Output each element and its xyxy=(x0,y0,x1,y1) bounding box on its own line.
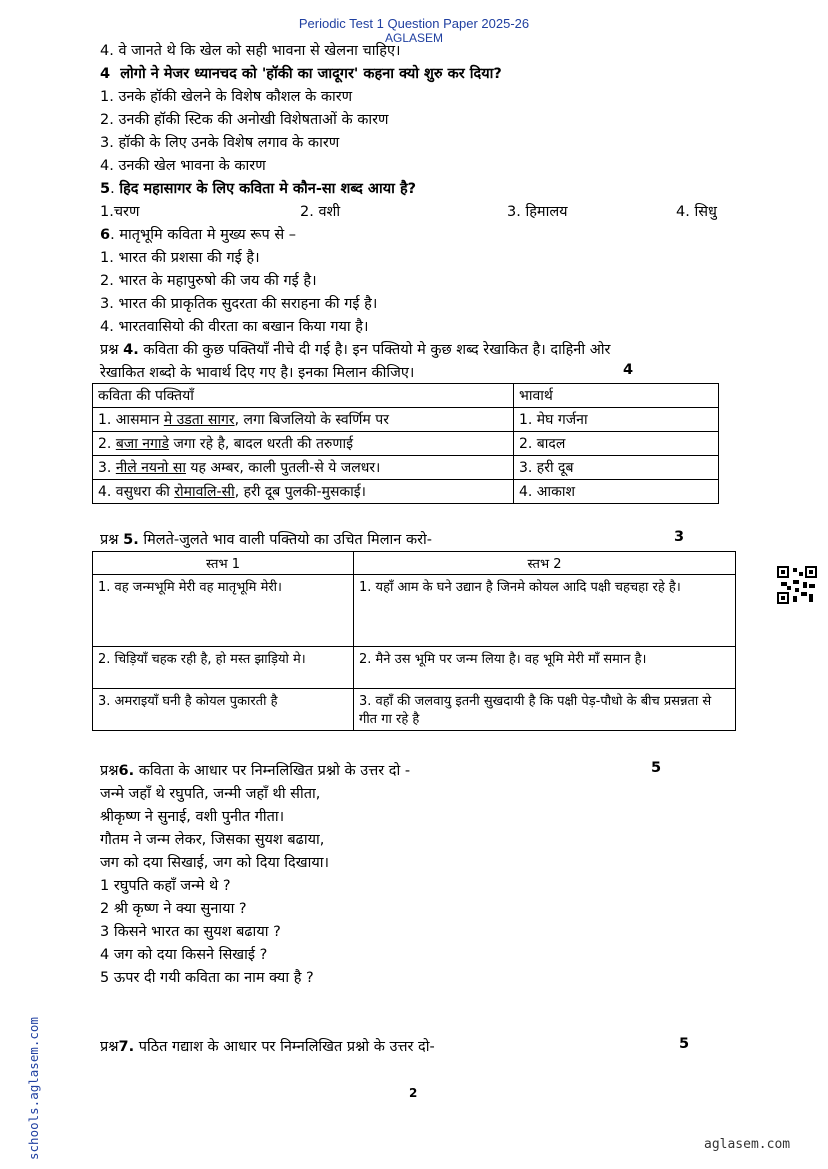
q4-option-3: 3. हॉकी के लिए उनके विशेष लगाव के कारण xyxy=(100,135,340,151)
meaning-cell: 1. मेघ गर्जना xyxy=(514,408,719,432)
sub-question-3: 3 किसने भारत का सुयश बढाया ? xyxy=(100,924,281,940)
poem-line-3: गौतम ने जन्म लेकर, जिसका सुयश बढाया, xyxy=(100,832,325,848)
poem-line-2: श्रीकृष्ण ने सुनाई, वशी पुनीत गीता। xyxy=(100,809,285,825)
q4-question: 4 लोगो ने मेजर ध्यानचद को 'हॉकी का जादूगर' कहना क्यो शुरु कर दिया? xyxy=(100,66,502,82)
section7-marks: 5 xyxy=(679,1036,690,1052)
header-title: Periodic Test 1 Question Paper 2025-26 xyxy=(298,16,530,31)
table-row xyxy=(93,432,719,456)
section4-heading: प्रश्न 4. कविता की कुछ पक्तियाँ नीचे दी गई है। इन पक्तियो मे कुछ शब्द रेखाकित है। दाहिनी ओर xyxy=(100,342,611,358)
section4-heading-line2: रेखाकित शब्दो के भावार्थ दिए गए है। इनका मिलान कीजिए। xyxy=(100,365,415,381)
section4-col-header-2: भावार्थ xyxy=(514,384,719,408)
section4-col-header-1: कविता की पक्तियाँ xyxy=(93,384,514,408)
poem-line-1: जन्मे जहाँ थे रघुपति, जन्मी जहाँ थी सीता, xyxy=(100,786,321,802)
sub-question-2: 2 श्री कृष्ण ने क्या सुनाया ? xyxy=(100,901,247,917)
header-brand: AGLASEM xyxy=(384,31,444,45)
column2-cell: 2. मैने उस भूमि पर जन्म लिया है। वह भूमि मेरी माँ समान है। xyxy=(354,647,736,689)
table-row xyxy=(93,647,736,689)
q5-option-3: 3. हिमालय xyxy=(507,204,568,220)
poem-line-cell: 2. बजा नगाडे जगा रहे है, बादल धरती की तरुणाई xyxy=(93,432,514,456)
sub-question-1: 1 रघुपति कहाँ जन्मे थे ? xyxy=(100,878,231,894)
q5-question: 5. हिद महासागर के लिए कविता मे कौन-सा शब्द आया है? xyxy=(100,181,417,197)
section7-heading: प्रश्न7. पठित गद्याश के आधार पर निम्नलिखित प्रश्नो के उत्तर दो- xyxy=(100,1039,435,1055)
meaning-cell: 2. बादल xyxy=(514,432,719,456)
column2-cell: 1. यहाँ आम के घने उद्यान है जिनमे कोयल आदि पक्षी चहचहा रहे है। xyxy=(354,575,736,647)
q4-option-2: 2. उनकी हॉकी स्टिक की अनोखी विशेषताओं के कारण xyxy=(100,112,389,128)
section6-heading: प्रश्न6. कविता के आधार पर निम्नलिखित प्रश्नो के उत्तर दो - xyxy=(100,763,411,779)
q5-option-2: 2. वशी xyxy=(300,204,341,220)
q6-option-1: 1. भारत की प्रशसा की गई है। xyxy=(100,250,260,266)
poem-line-4: जग को दया सिखाई, जग को दिया दिखाया। xyxy=(100,855,330,871)
poem-line-cell: 3. नीले नयनो सा यह अम्बर, काली पुतली-से ये जलधर। xyxy=(93,456,514,480)
table-row xyxy=(93,689,736,731)
column1-cell: 1. वह जन्मभूमि मेरी वह मातृभूमि मेरी। xyxy=(93,575,354,647)
meaning-cell: 4. आकाश xyxy=(514,480,719,504)
section4-marks: 4 xyxy=(623,362,634,378)
q6-option-2: 2. भारत के महापुरुषो की जय की गई है। xyxy=(100,273,317,289)
table-row xyxy=(93,408,719,432)
page-number: 2 xyxy=(409,1086,418,1100)
table-row xyxy=(93,575,736,647)
sub-question-5: 5 ऊपर दी गयी कविता का नाम क्या है ? xyxy=(100,970,314,986)
q4-option-4: 4. उनकी खेल भावना के कारण xyxy=(100,158,266,174)
section5-match-table xyxy=(92,551,736,731)
q5-option-4: 4. सिधु xyxy=(676,204,717,220)
q6-question: 6. मातृभूमि कविता मे मुख्य रूप से – xyxy=(100,227,297,243)
section5-col-header-1: स्तभ 1 xyxy=(93,552,354,575)
q6-option-3: 3. भारत की प्राकृतिक सुदरता की सराहना की गई है। xyxy=(100,296,378,312)
section5-marks: 3 xyxy=(674,529,685,545)
q4-option-1: 1. उनके हॉकी खेलने के विशेष कौशल के कारण xyxy=(100,89,353,105)
column2-cell: 3. वहाँ की जलवायु इतनी सुखदायी है कि पक्षी पेड़-पौधो के बीच प्रसन्नता से गीत गा रहे है xyxy=(354,689,736,731)
section5-heading: प्रश्न 5. मिलते-जुलते भाव वाली पक्तियो का उचित मिलान करो- xyxy=(100,532,433,548)
column1-cell: 2. चिड़ियाँ चहक रही है, हो मस्त झाड़ियो मे। xyxy=(93,647,354,689)
table-row xyxy=(93,480,719,504)
qr-code-icon xyxy=(777,566,817,604)
section4-match-table xyxy=(92,383,719,504)
sub-question-4: 4 जग को दया किसने सिखाई ? xyxy=(100,947,268,963)
meaning-cell: 3. हरी दूब xyxy=(514,456,719,480)
q3-last-option: 4. वे जानते थे कि खेल को सही भावना से खेलना चाहिए। xyxy=(100,43,401,59)
poem-line-cell: 1. आसमान मे उडता सागर, लगा बिजलियो के स्वर्णिम पर xyxy=(93,408,514,432)
footer-url: aglasem.com xyxy=(704,1137,791,1152)
side-watermark: schools.aglasem.com xyxy=(26,1017,41,1160)
poem-line-cell: 4. वसुधरा की रोमावलि-सी, हरी दूब पुलकी-मुसकाई। xyxy=(93,480,514,504)
q6-option-4: 4. भारतवासियो की वीरता का बखान किया गया है। xyxy=(100,319,369,335)
q5-option-1: 1.चरण xyxy=(100,204,140,220)
section5-col-header-2: स्तभ 2 xyxy=(354,552,736,575)
column1-cell: 3. अमराइयाँ घनी है कोयल पुकारती है xyxy=(93,689,354,731)
table-row xyxy=(93,456,719,480)
section6-marks: 5 xyxy=(651,760,662,776)
